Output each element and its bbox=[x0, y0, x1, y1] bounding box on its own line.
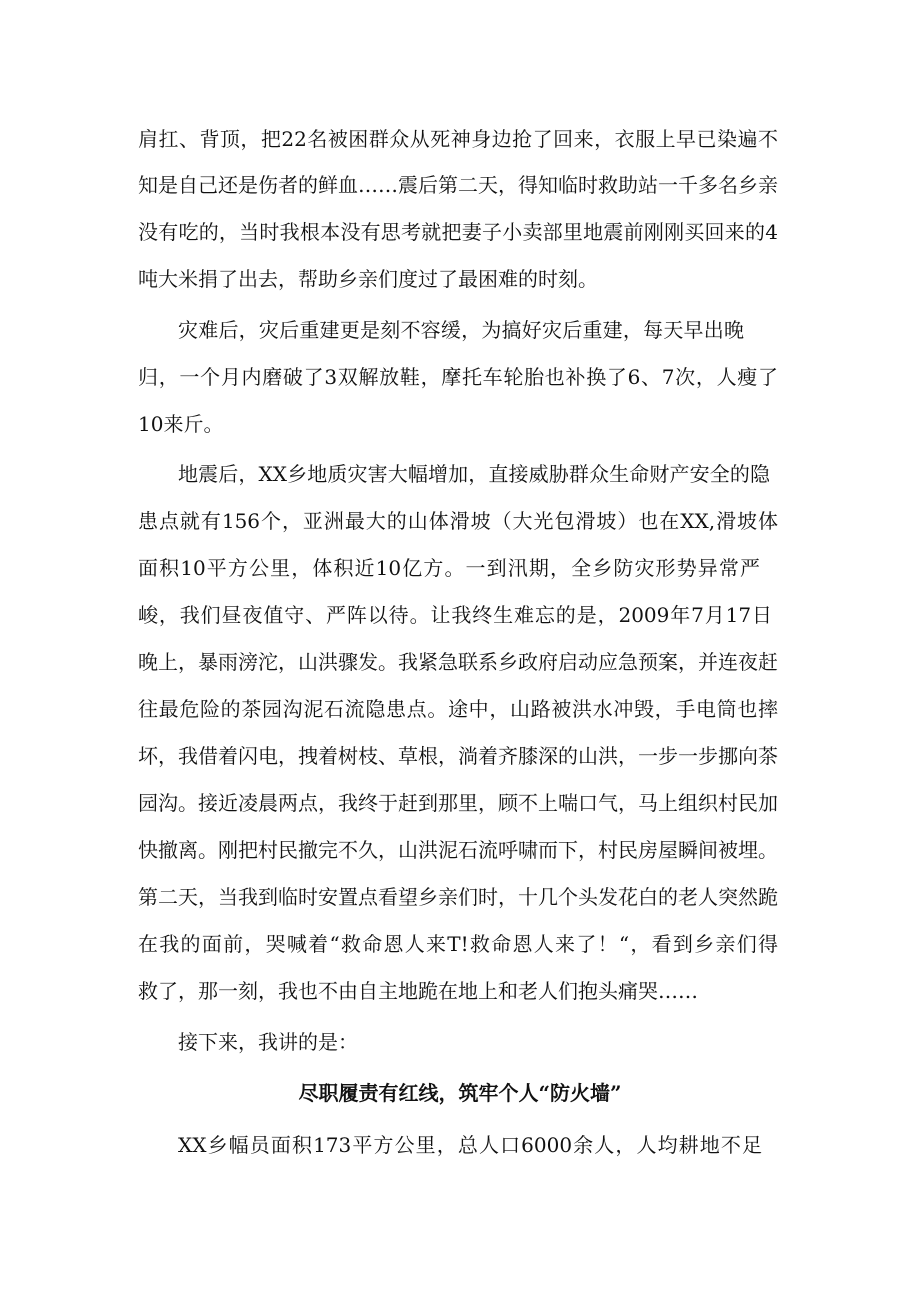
paragraph-3-line-3: 面积10平方公里，体积近10亿方。一到汛期，全乡防灾形势异常严 bbox=[138, 556, 760, 580]
paragraph-3-line-11: 在我的面前，哭喊着“救命恩人来T!救命恩人来了！“，看到乡亲们得 bbox=[138, 932, 778, 956]
paragraph-3-line-9: 快撤离。刚把村民撤完不久，山洪泥石流呼啸而下，村民房屋瞬间被埋。 bbox=[138, 838, 778, 862]
paragraph-1-line-1: 肩扛、背顶，把22名被困群众从死神身边抢了回来，衣服上早已染遍不 bbox=[138, 127, 778, 151]
paragraph-3-line-5: 晚上，暴雨滂沱，山洪骤发。我紧急联系乡政府启动应急预案，并连夜赶 bbox=[138, 650, 778, 674]
paragraph-3-line-1: 地震后，XX乡地质灾害大幅增加，直接威胁群众生命财产安全的隐 bbox=[178, 462, 770, 486]
paragraph-3-line-8: 园沟。接近凌晨两点，我终于赶到那里，顾不上喘口气，马上组织村民加 bbox=[138, 791, 778, 815]
paragraph-3-line-10: 第二天，当我到临时安置点看望乡亲们时，十几个头发花白的老人突然跪 bbox=[138, 885, 778, 909]
paragraph-1-line-4: 吨大米捐了出去，帮助乡亲们度过了最困难的时刻。 bbox=[138, 267, 598, 291]
paragraph-3-line-7: 坏，我借着闪电，拽着树枝、草根，淌着齐膝深的山洪，一步一步挪向茶 bbox=[138, 744, 778, 768]
paragraph-1-line-2: 知是自己还是伤者的鲜血……震后第二天，得知临时救助站一千多名乡亲 bbox=[138, 173, 778, 197]
paragraph-3-line-2: 患点就有156个，亚洲最大的山体滑坡（大光包滑坡）也在XX,滑坡体 bbox=[138, 509, 778, 533]
paragraph-4-line-1: 接下来，我讲的是： bbox=[178, 1030, 358, 1054]
paragraph-2-line-2: 归，一个月内磨破了3双解放鞋，摩托车轮胎也补换了6、7次，人瘦了 bbox=[138, 365, 778, 389]
paragraph-2-line-3: 10来斤。 bbox=[138, 412, 224, 436]
section-heading: 尽职履责有红线，筑牢个人“防火墙” bbox=[298, 1081, 622, 1105]
final-paragraph-line-1: XX乡幅员面积173平方公里，总人口6000余人，人均耕地不足 bbox=[178, 1133, 762, 1157]
paragraph-3-line-12: 救了，那一刻，我也不由自主地跪在地上和老人们抱头痛哭…… bbox=[138, 979, 698, 1003]
paragraph-3-line-4: 峻，我们昼夜值守、严阵以待。让我终生难忘的是，2009年7月17日 bbox=[138, 603, 772, 627]
paragraph-2-line-1: 灾难后，灾后重建更是刻不容缓，为搞好灾后重建，每天早出晚 bbox=[178, 318, 744, 342]
paragraph-1-line-3: 没有吃的，当时我根本没有思考就把妻子小卖部里地震前刚刚买回来的4 bbox=[138, 220, 778, 244]
paragraph-3-line-6: 往最危险的茶园沟泥石流隐患点。途中，山路被洪水冲毁，手电筒也摔 bbox=[138, 697, 778, 721]
